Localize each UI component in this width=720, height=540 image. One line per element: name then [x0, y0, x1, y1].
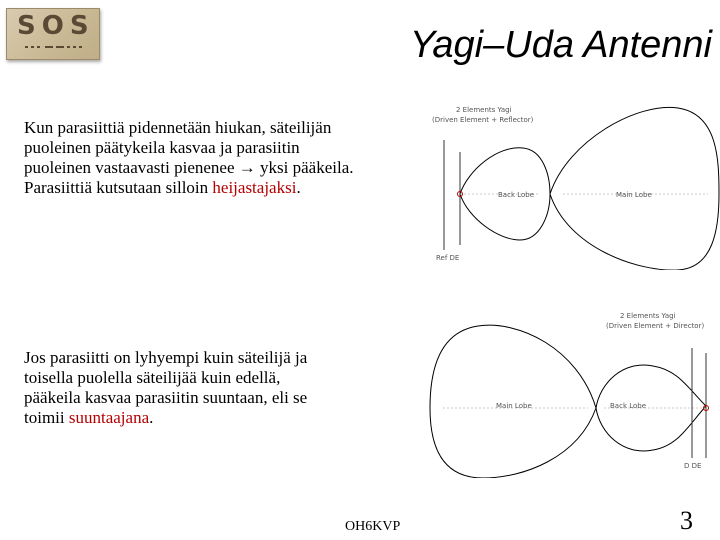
footer-callsign: OH6KVP	[345, 519, 401, 534]
diagram-bottom-label: Ref DE	[436, 254, 460, 262]
text-line: puoleinen vastaavasti pienenee → yksi pääkeila.	[24, 158, 354, 177]
text-line: Parasiittiä kutsutaan silloin	[24, 178, 213, 197]
text-line: pääkeila kasvaa parasiitin suuntaan, eli se	[24, 388, 308, 407]
logo-text: SOS	[17, 11, 95, 41]
diagram-title-line2: (Driven Element + Reflector)	[432, 116, 534, 124]
diagram-label-big-lobe: Main Lobe	[496, 402, 532, 410]
radiation-pattern-reflector	[428, 100, 720, 270]
page-number: 3	[680, 506, 693, 535]
diagram-title-line1: 2 Elements Yagi	[456, 106, 512, 114]
diagram-label-small-lobe: Back Lobe	[498, 191, 535, 199]
text-end: .	[296, 178, 301, 197]
paragraph-reflector	[24, 118, 424, 198]
paragraph-director	[24, 348, 394, 428]
text-end: .	[149, 408, 154, 427]
main-lobe-shape	[550, 107, 719, 270]
diagram-label-big-lobe: Main Lobe	[616, 191, 652, 199]
radiation-pattern-director	[428, 308, 720, 478]
text-line: Jos parasiitti on lyhyempi kuin säteilijä ja	[24, 348, 308, 367]
diagram-title-line1: 2 Elements Yagi	[620, 312, 676, 320]
text-line: puoleinen päätykeila kasvaa ja parasiitin	[24, 138, 300, 157]
text-line: toisella puolella säteilijää kuin edellä,	[24, 368, 281, 387]
diagram-bottom-label: D DE	[684, 462, 702, 470]
sos-logo	[6, 8, 100, 60]
text-line: Kun parasiittiä pidennetään hiukan, säteilijän	[24, 118, 332, 137]
morse-code-graphic	[25, 45, 85, 49]
diagram-title-line2: (Driven Element + Director)	[606, 322, 705, 330]
highlight-term-director: suuntaajana	[68, 408, 150, 427]
highlight-term-reflector: heijastajaksi	[212, 178, 297, 197]
slide-title: Yagi–Uda Antenni	[409, 24, 712, 66]
text-line: toimii	[24, 408, 69, 427]
diagram-label-small-lobe: Back Lobe	[610, 402, 647, 410]
